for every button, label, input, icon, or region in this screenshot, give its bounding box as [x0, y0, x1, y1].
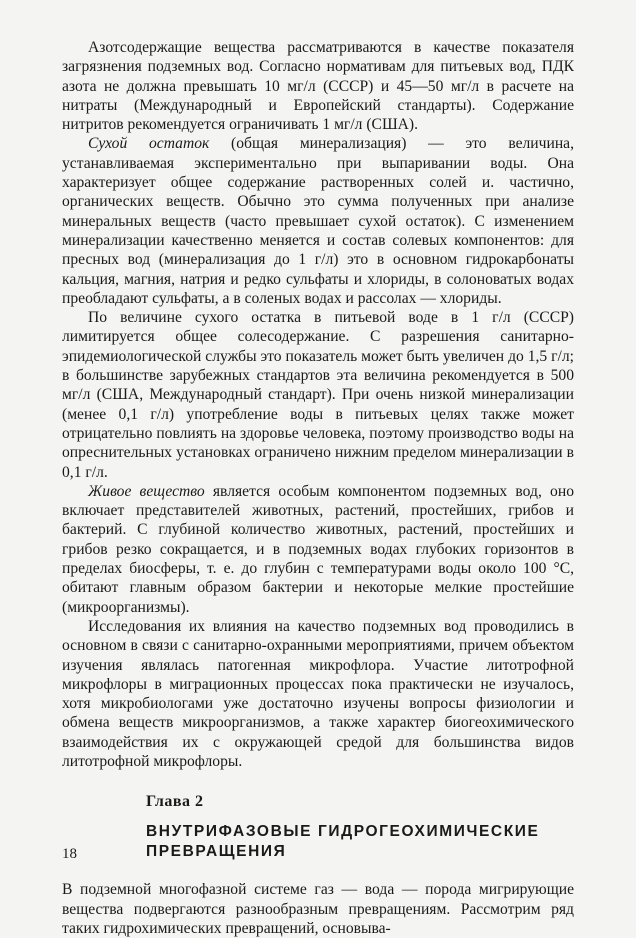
paragraph-nitrogen: [62, 38, 574, 134]
paragraph-dry-residue: [62, 134, 574, 308]
paragraph-text: Азотсодержащие вещества рассматриваются в качестве показателя загрязнения подземных вод. Согласно нормативам для питьевых вод, ПДК азота не должна превышать 10 мг/л (СССР) и 45—50 мг/л в расчете на нитраты (Международный и Европейский стандарты). Содержание нитритов рекомендуется ограничивать 1 мг/л (США).: [62, 39, 574, 134]
chapter-label: Глава 2: [146, 793, 204, 811]
page-body: [62, 38, 574, 938]
chapter-title: [146, 822, 574, 862]
chapter-title-line-1: ВНУТРИФАЗОВЫЕ ГИДРОГЕОХИМИЧЕСКИЕ: [146, 823, 540, 841]
paragraph-microflora: [62, 617, 574, 771]
paragraph-closing: В подземной многофазной системе газ — вода — порода мигрирующие вещества подвергаются разнообразным превращениям. Рассмотрим ряд таких гидрохимических превращений, основыва-: [62, 881, 574, 937]
term-living-matter: Живое вещество: [88, 482, 205, 500]
paragraph-mineralization-limits: [62, 308, 574, 482]
paragraph-text: (общая минерализация) — это величина, устанавливаемая экспериментально при выпаривании воды. Она характеризует общее содержание растворенных солей и. частично, органических веществ. Обычно это сумма полученных при анализе минеральных веществ (часто превышает сухой остаток). С изменением минерализации качественно меняется и состав солевых компонентов: для пресных вод (минерализация до 1 г/л) это в основном гидрокарбонаты кальция, магния, натрия и редко сульфаты и хлориды, в солоноватых водах преобладают сульфаты, а в соленых водах и рассолах — хлориды.: [62, 135, 574, 307]
page-number: 18: [62, 846, 77, 862]
paragraph-text: Исследования их влияния на качество подземных вод проводились в основном в связи с санитарно-охранными мероприятиями, причем объектом изучения являлась патогенная микрофлора. Участие литотрофной микрофлоры в миграционных процессах пока практически не изучалось, хотя микробиологами уже достаточно изучены вопросы физиологии и обмена веществ микроорганизмов, а также характер биогеохимического взаимодействия их с окружающей средой для большинства видов литотрофной микрофлоры.: [62, 617, 574, 770]
term-dry-residue: Сухой остаток: [88, 135, 210, 153]
chapter-title-line-2: ПРЕВРАЩЕНИЯ: [146, 843, 287, 861]
paragraph-text: По величине сухого остатка в питьевой воде в 1 г/л (СССР) лимитируется общее солесодержание. С разрешения санитарно-эпидемиологической службы это показатель может быть увеличен до 1,5 г/л; в большинстве зарубежных стандартов эта величина рекомендуется в 500 мг/л (США, Международный стандарт). При очень низкой минерализации (менее 0,1 г/л) употребление воды в питьевых целях также может отрицательно повлиять на здоровье человека, поэтому производство воды на опреснительных установках ограничено нижним пределом минерализации в 0,1 г/л.: [62, 309, 574, 481]
paragraph-text: является особым компонентом подземных вод, оно включает представителей животных, растений, простейших, грибов и бактерий. С глубиной количество животных, растений, простейших и грибов резко сокращается, и в подземных водах глубоких горизонтов в пределах биосферы, т. е. до глубин с температурами воды около 100 °С, обитают главным образом бактерии и некоторые мелкие простейшие (микроорганизмы).: [62, 482, 574, 616]
paragraph-living-matter: [62, 482, 574, 617]
